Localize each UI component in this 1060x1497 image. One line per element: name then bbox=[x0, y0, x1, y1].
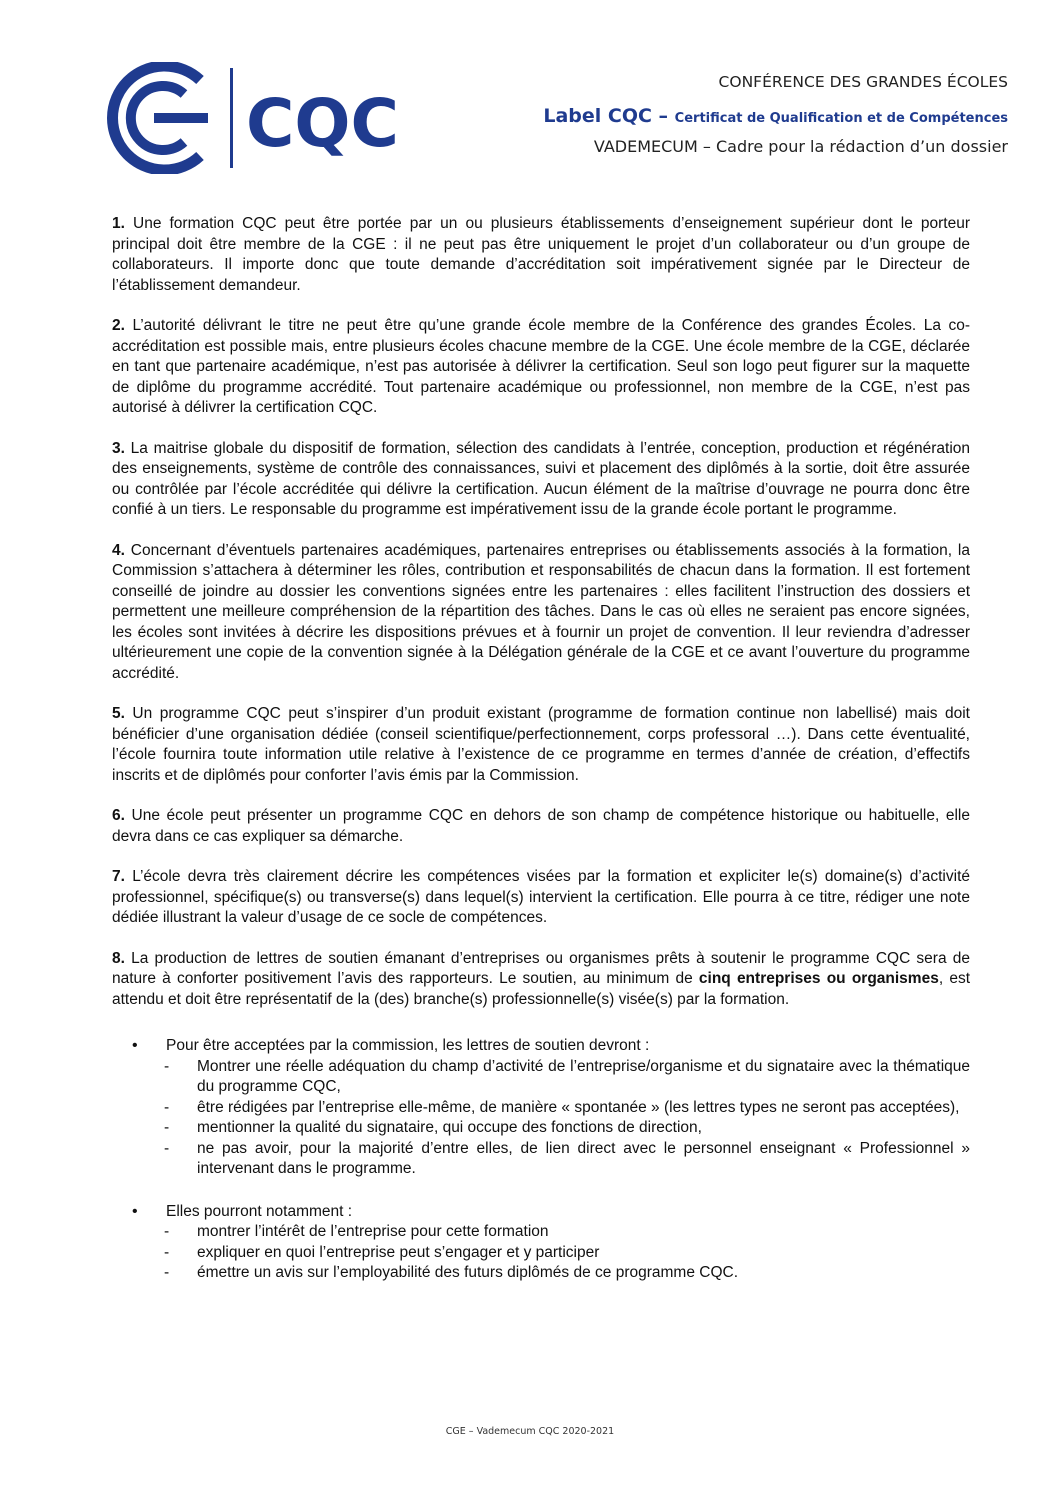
dash-item-text: mentionner la qualité du signataire, qui occupe des fonctions de direction, bbox=[197, 1119, 702, 1136]
bullet-intro: Pour être acceptées par la commission, les lettres de soutien devront : bbox=[166, 1037, 650, 1054]
logo-graphic bbox=[104, 62, 444, 174]
document-header bbox=[408, 73, 1008, 156]
paragraph-6 bbox=[112, 806, 970, 847]
paragraph-7 bbox=[112, 867, 970, 929]
paragraph-number: 8. bbox=[112, 949, 125, 967]
dash-item bbox=[112, 1118, 970, 1139]
dash-item bbox=[112, 1098, 970, 1119]
dash-item bbox=[112, 1139, 970, 1180]
label-main: Label CQC – bbox=[543, 105, 675, 127]
dash-item-text: être rédigées par l’entreprise elle-même, de manière « spontanée » (les lettres types ne seront pas acceptées), bbox=[197, 1098, 960, 1116]
bullet-block-acceptance bbox=[112, 1036, 970, 1180]
dash-icon: - bbox=[164, 1243, 170, 1261]
bullet-intro: Elles pourront notamment : bbox=[166, 1202, 353, 1220]
paragraph-bold-text: cinq entreprises ou organismes bbox=[698, 970, 939, 987]
dash-item bbox=[112, 1243, 970, 1264]
dash-icon: - bbox=[164, 1223, 170, 1240]
label-subtitle: Certificat de Qualification et de Compétences bbox=[674, 111, 1008, 126]
dash-icon: - bbox=[164, 1057, 170, 1075]
paragraph-4 bbox=[112, 541, 970, 685]
label-title bbox=[408, 105, 1008, 127]
paragraph-1 bbox=[112, 214, 970, 296]
bullet-block-optional bbox=[112, 1202, 970, 1284]
paragraph-text: La maitrise globale du dispositif de formation, sélection des candidats à l’entrée, conception, production et régénération des enseignements, système de contrôle des connaissances, suivi et placement des diplômés à la sortie, doit être assurée ou contrôlée par l’école accréditée qui délivre la certification. Aucun élément de la maîtrise d’ouvrage ne pourra donc être confié à un tiers. Le responsable du programme est impérativement issu de la grande école portant le programme. bbox=[112, 439, 970, 518]
paragraph-text: Une formation CQC peut être portée par un ou plusieurs établissements d’enseignement supérieur dont le porteur principal doit être membre de la CGE : il ne peut pas être uniquement le projet d’un collaborateur ou d’un groupe de collaborateurs. Il importe donc que toute demande d’accréditation soit impérativement signée par le Directeur de l’établissement demandeur. bbox=[112, 215, 970, 294]
document-body bbox=[112, 214, 970, 1306]
paragraph-3 bbox=[112, 439, 970, 521]
paragraph-number: 2. bbox=[112, 317, 125, 334]
paragraph-text: L’autorité délivrant le titre ne peut être qu’une grande école membre de la Conférence des grandes Écoles. La co-accréditation est possible mais, entre plusieurs écoles chacune membre de la CGE. Une école membre de la CGE, déclarée en tant que partenaire académique, n’est pas autorisée à délivrer la certification. Seul son logo peut figurer sur la maquette de diplôme du programme accrédité. Tout partenaire académique ou professionnel, non membre de la CGE, n’est pas autorisé à délivrer la certification CQC. bbox=[112, 317, 970, 416]
dash-item-text: Montrer une réelle adéquation du champ d’activité de l’entreprise/organisme et du signataire avec la thématique du programme CQC, bbox=[197, 1057, 970, 1095]
dash-item-text: montrer l’intérêt de l’entreprise pour cette formation bbox=[197, 1223, 549, 1240]
paragraph-2 bbox=[112, 316, 970, 419]
paragraph-number: 5. bbox=[112, 705, 125, 722]
page-footer: CGE – Vademecum CQC 2020-2021 bbox=[445, 1426, 615, 1437]
dash-icon: - bbox=[164, 1264, 170, 1281]
bullet-item bbox=[112, 1202, 970, 1223]
bullet-icon: • bbox=[132, 1202, 138, 1220]
vademecum-title: VADEMECUM – Cadre pour la rédaction d’un dossier bbox=[593, 137, 1008, 156]
conference-name: CONFÉRENCE DES GRANDES ÉCOLES bbox=[718, 73, 1008, 91]
paragraph-text: Un programme CQC peut s’inspirer d’un produit existant (programme de formation continue non labellisé) mais doit bénéficier d’une organisation dédiée (conseil scientifique/perfectionnement, corps professoral …). Dans cette éventualité, l’école fournira toute information utile relative à l’existence de ce programme en termes d’année de création, d’effectifs inscrits et de diplômés pour conforter l’avis émis par la Commission. bbox=[112, 705, 970, 784]
paragraph-number: 6. bbox=[112, 807, 125, 824]
dash-item bbox=[112, 1222, 970, 1243]
paragraph-number: 1. bbox=[112, 215, 125, 232]
paragraph-text: La production de lettres de soutien émanant d’entreprises ou organismes prêts à soutenir le programme CQC sera de nature à conforter positivement l’avis des rapporteurs. Le soutien, au minimum de bbox=[112, 949, 970, 987]
paragraph-number: 4. bbox=[112, 541, 125, 559]
dash-icon: - bbox=[164, 1098, 170, 1116]
paragraph-8 bbox=[112, 949, 970, 1011]
paragraph-number: 7. bbox=[112, 868, 125, 885]
logo-text: CQC bbox=[246, 85, 399, 162]
paragraph-text: L’école devra très clairement décrire les compétences visées par la formation et expliciter le(s) domaine(s) d’activité professionnel, spécifique(s) ou transverse(s) dans lequel(s) intervient la certification. Elle pourra à ce titre, rédiger une note dédiée illustrant la valeur d’usage de ce socle de compétences. bbox=[112, 868, 970, 926]
dash-item-text: expliquer en quoi l’entreprise peut s’engager et y participer bbox=[197, 1243, 600, 1261]
dash-item-text: émettre un avis sur l’employabilité des futurs diplômés de ce programme CQC. bbox=[197, 1264, 739, 1281]
dash-item bbox=[112, 1263, 970, 1284]
cge-cqc-logo bbox=[104, 62, 444, 174]
dash-icon: - bbox=[164, 1139, 170, 1157]
dash-icon: - bbox=[164, 1119, 170, 1136]
paragraph-text: Une école peut présenter un programme CQC en dehors de son champ de compétence historique ou habituelle, elle devra dans ce cas expliquer sa démarche. bbox=[112, 807, 970, 845]
paragraph-number: 3. bbox=[112, 439, 125, 457]
dash-item-text: ne pas avoir, pour la majorité d’entre elles, de lien direct avec le personnel enseignant « Professionnel » intervenant dans le programme. bbox=[197, 1139, 970, 1177]
paragraph-text-after: , est attendu et doit être représentatif de la (des) branche(s) professionnelle(s) visée(s) par la formation. bbox=[112, 970, 970, 1008]
bullet-item bbox=[112, 1036, 970, 1057]
paragraph-5 bbox=[112, 704, 970, 786]
bullet-icon: • bbox=[132, 1037, 138, 1054]
paragraph-text: Concernant d’éventuels partenaires académiques, partenaires entreprises ou établissements associés à la formation, la Commission s’attachera à déterminer les rôles, contribution et responsabilités de chacun dans la formation. Il est fortement conseillé de joindre au dossier les conventions signées entre les partenaires : elles facilitent l’instruction des dossiers et permettent une meilleure compréhension de la répartition des tâches. Dans le cas où elles ne seraient pas encore signées, les écoles sont invitées à décrire les dispositions prévues et à fournir un projet de convention. Il leur reviendra d’adresser ultérieurement une copie de la convention signée à la Délégation générale de la CGE et ce avant l’ouverture du programme accrédité. bbox=[112, 541, 970, 682]
dash-item bbox=[112, 1057, 970, 1098]
